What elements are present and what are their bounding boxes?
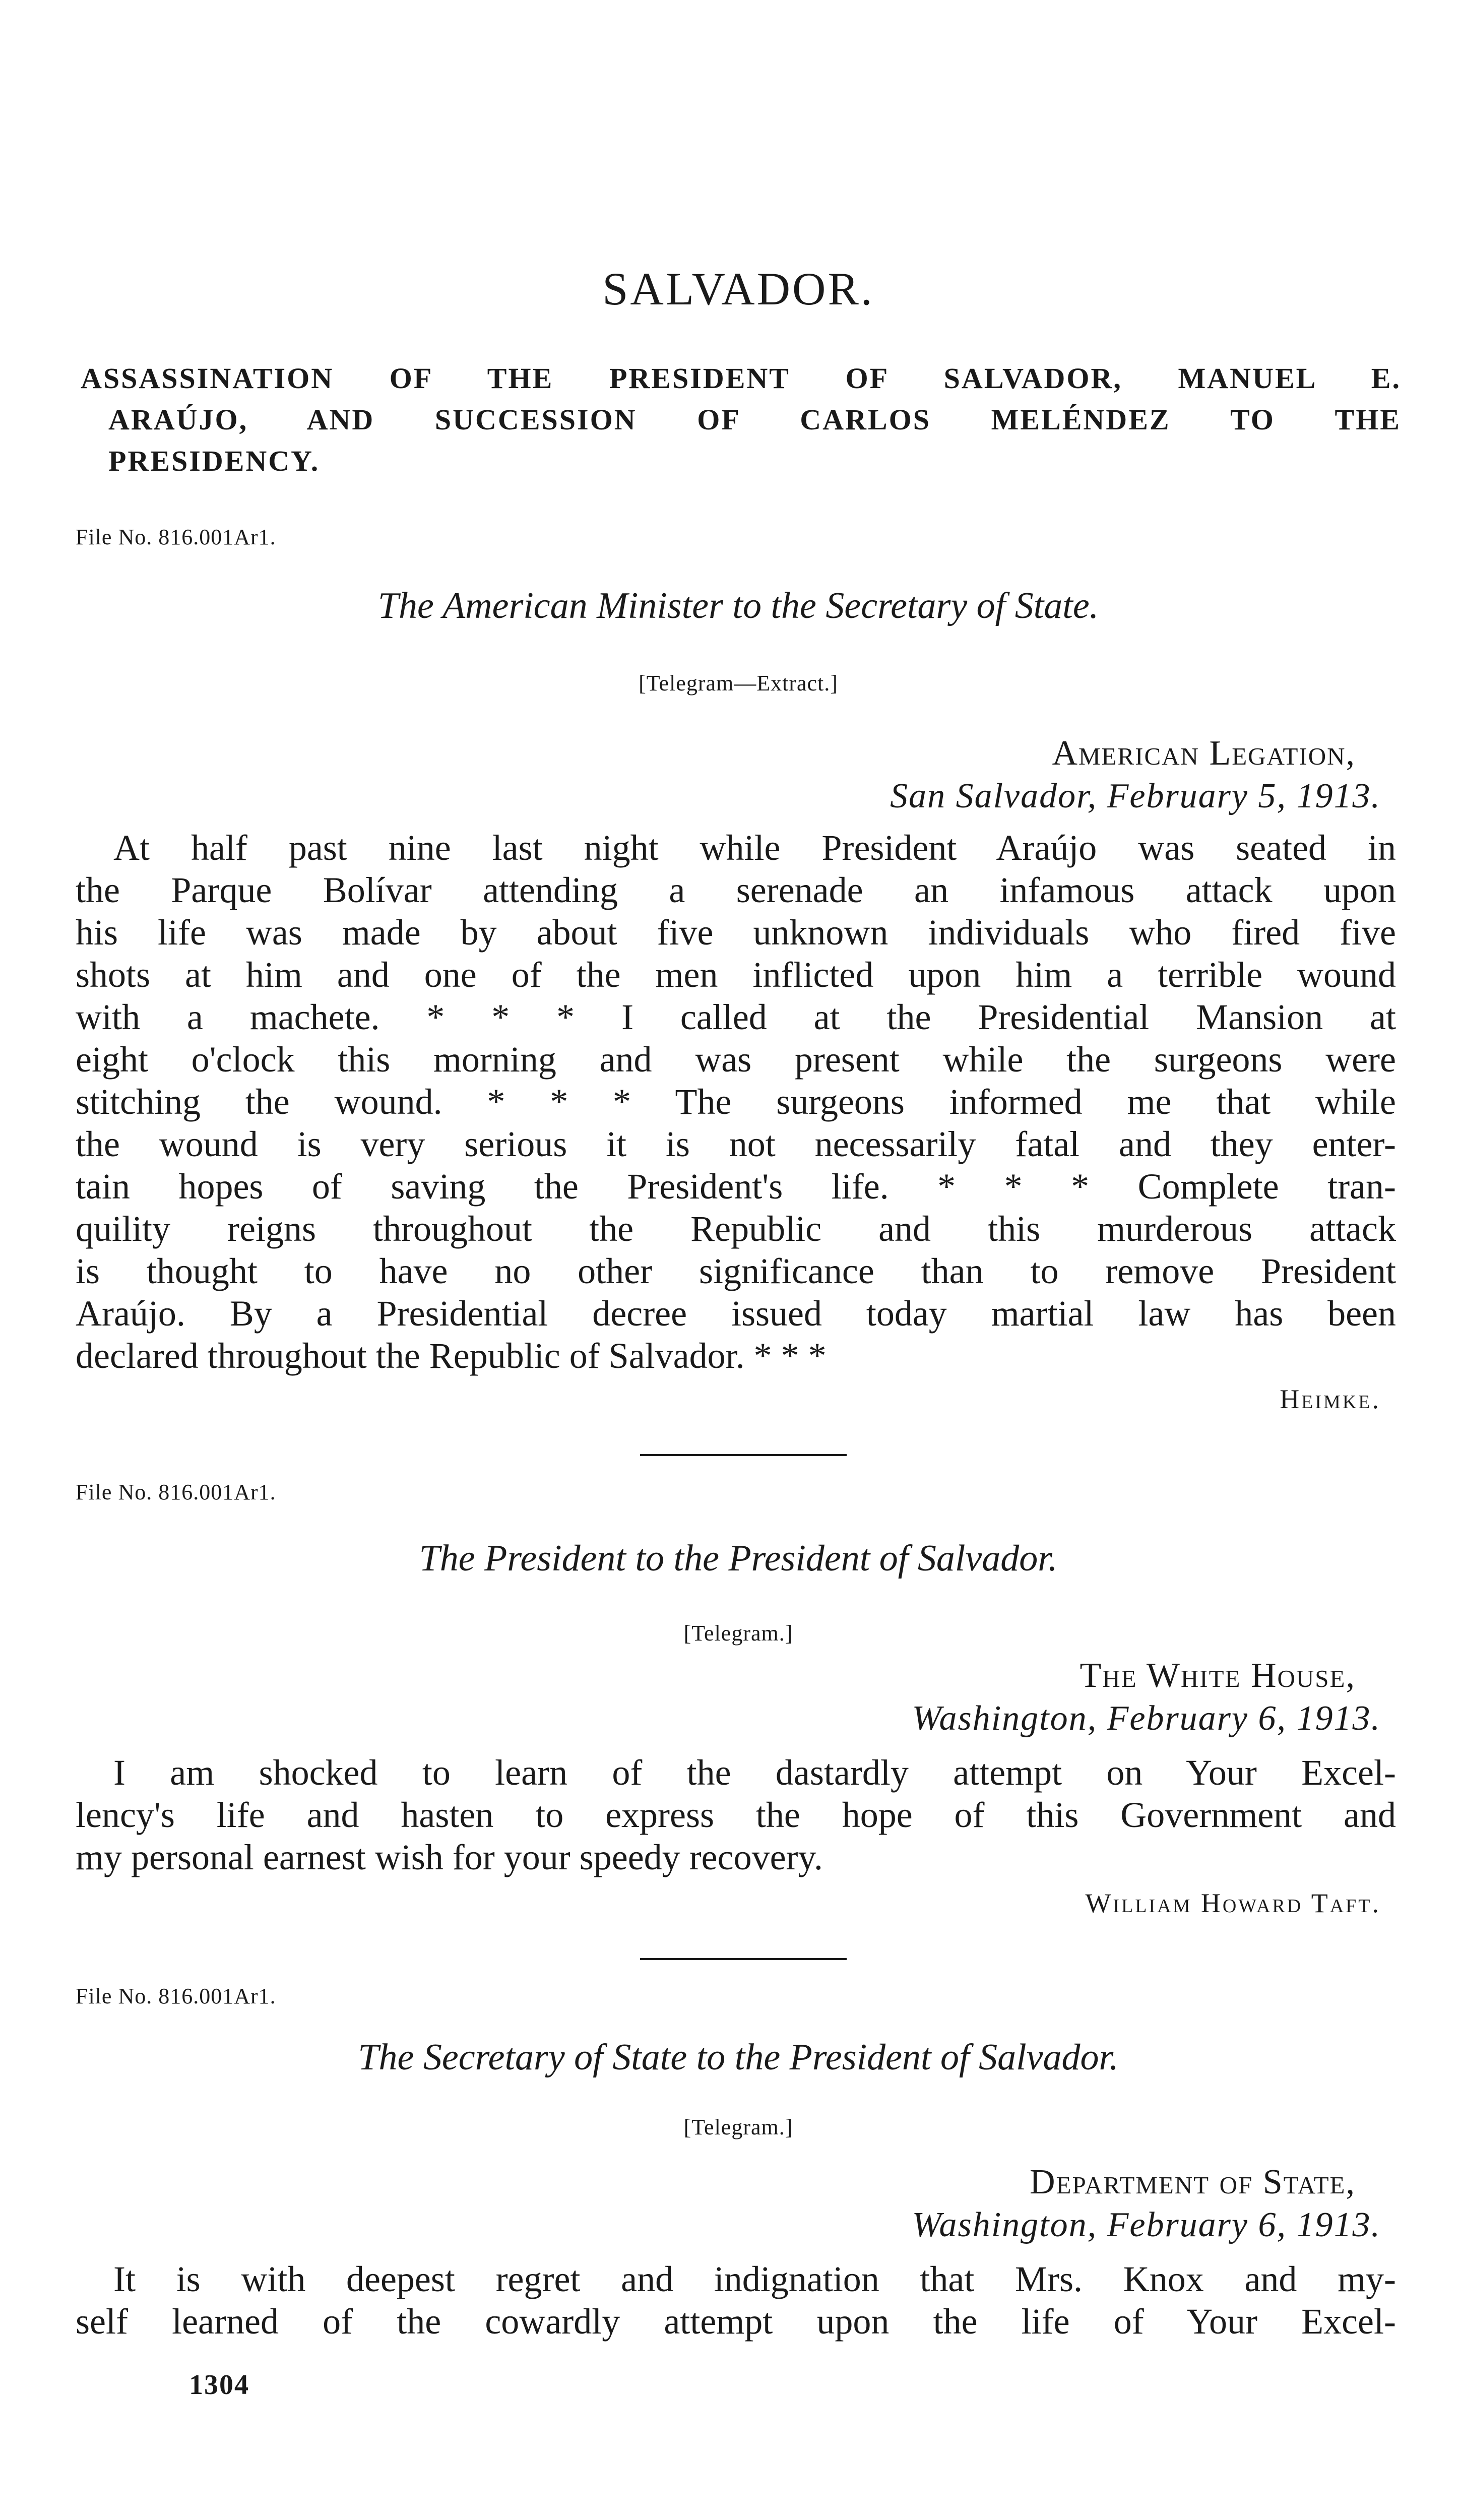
body-line: It is with deepest regret and indignation that Mrs. Knox and my- (113, 2259, 1396, 2299)
telegram-label: [Telegram—Extract.] (639, 671, 838, 696)
sender-place-date: Washington, February 6, 1913. (912, 1699, 1381, 1738)
body-line: his life was made by about five unknown individuals who fired five (76, 912, 1396, 953)
body-line: I am shocked to learn of the dastardly attempt on Your Excel- (113, 1752, 1396, 1793)
document-heading: The Secretary of State to the President of Salvador. (358, 2037, 1119, 2078)
body-line: self learned of the cowardly attempt upon the life of Your Excel- (76, 2301, 1396, 2342)
body-line: eight o'clock this morning and was present while the surgeons were (76, 1039, 1396, 1080)
body-line: tain hopes of saving the President's life. * * * Complete tran- (76, 1166, 1396, 1207)
file-number: File No. 816.001Ar1. (76, 525, 276, 549)
file-number: File No. 816.001Ar1. (76, 1984, 276, 2008)
page-number: 1304 (189, 2369, 249, 2401)
subtitle-line-1: ASSASSINATION OF THE PRESIDENT OF SALVADOR, MANUEL E. (81, 362, 1401, 395)
document-page (76, 0, 1401, 2520)
section-divider (640, 1958, 847, 1960)
body-line: shots at him and one of the men inflicted upon him a terrible wound (76, 955, 1396, 995)
body-line: lency's life and hasten to express the hope of this Government and (76, 1795, 1396, 1835)
signature: Heimke. (1280, 1384, 1381, 1414)
subtitle-line-3: PRESIDENCY. (108, 445, 320, 477)
section-divider (640, 1454, 847, 1456)
file-number: File No. 816.001Ar1. (76, 1480, 276, 1504)
body-line: stitching the wound. * * * The surgeons informed me that while (76, 1082, 1396, 1122)
body-line: with a machete. * * * I called at the Presidential Mansion at (76, 997, 1396, 1037)
telegram-label: [Telegram.] (683, 1621, 793, 1646)
sender-place-date: San Salvador, February 5, 1913. (890, 777, 1381, 815)
document-heading: The American Minister to the Secretary of State. (377, 585, 1099, 626)
telegram-label: [Telegram.] (683, 2115, 793, 2139)
body-line: quility reigns throughout the Republic and this murderous attack (76, 1209, 1396, 1249)
signature: William Howard Taft. (1085, 1888, 1381, 1918)
body-line: declared throughout the Republic of Salvador. * * * (76, 1336, 827, 1376)
document-heading: The President to the President of Salvador. (419, 1538, 1058, 1579)
sender-place-date: Washington, February 6, 1913. (912, 2206, 1381, 2244)
body-line: Araújo. By a Presidential decree issued today martial law has been (76, 1293, 1396, 1334)
subtitle-line-2: ARAÚJO, AND SUCCESSION OF CARLOS MELÉNDEZ TO THE (108, 403, 1401, 436)
body-line: At half past nine last night while President Araújo was seated in (113, 828, 1396, 868)
page-title: SALVADOR. (602, 263, 874, 314)
telegram-body (76, 1751, 1396, 1878)
body-line: is thought to have no other significance than to remove President (76, 1251, 1396, 1291)
sender-address: American Legation, (1052, 734, 1356, 773)
telegram-body (76, 2258, 1396, 2343)
sender-address: The White House, (1080, 1656, 1356, 1695)
body-line: the Parque Bolívar attending a serenade an infamous attack upon (76, 870, 1396, 910)
section-subtitle (81, 358, 1401, 482)
telegram-body (76, 827, 1396, 1377)
body-line: the wound is very serious it is not necessarily fatal and they enter- (76, 1124, 1396, 1164)
sender-address: Department of State, (1029, 2163, 1356, 2201)
body-line: my personal earnest wish for your speedy recovery. (76, 1837, 823, 1877)
